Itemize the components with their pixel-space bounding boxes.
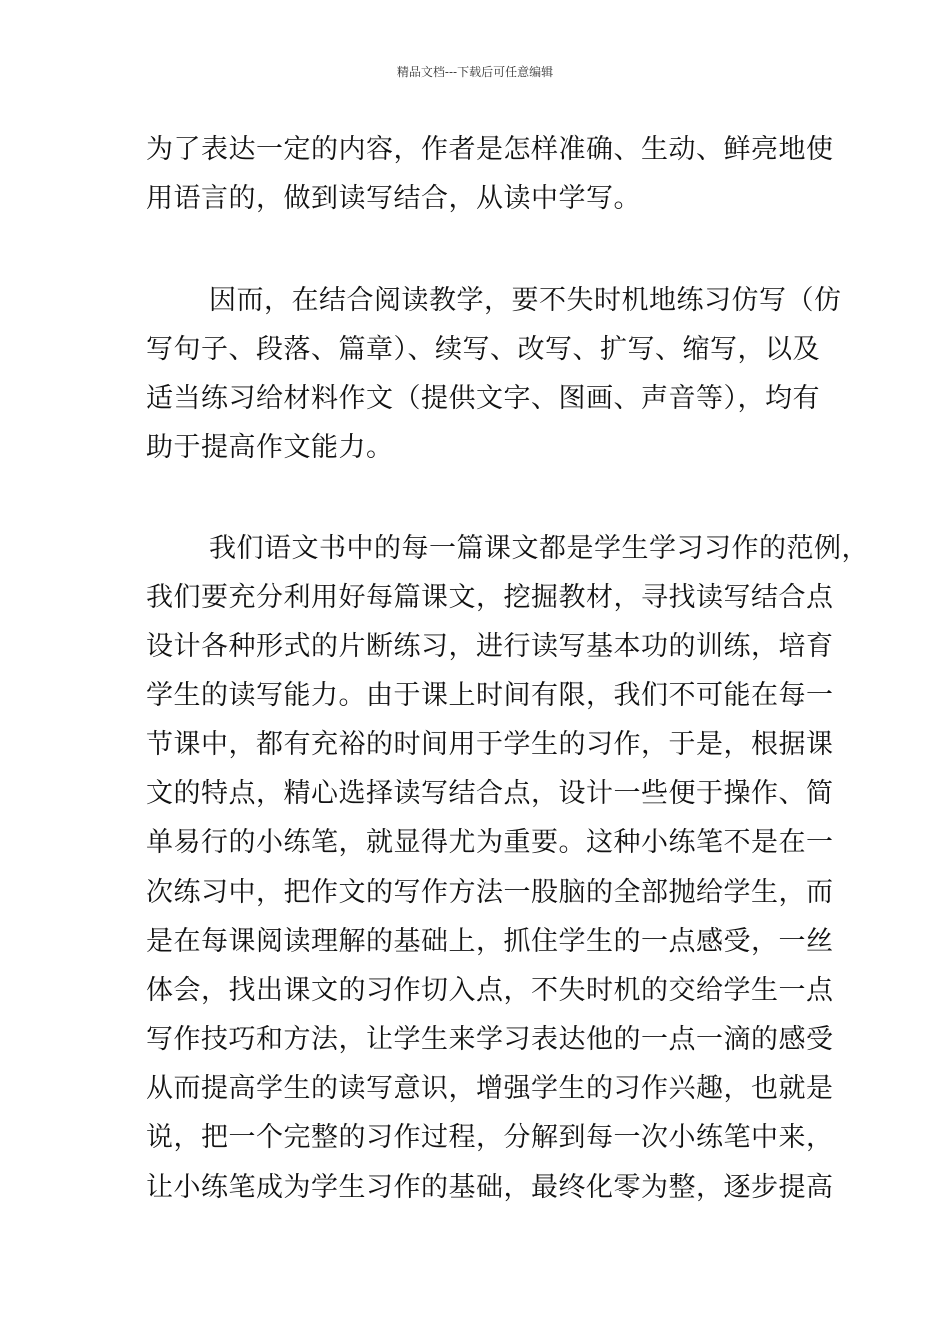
paragraph-3-line-5: 节课中，都有充裕的时间用于学生的习作，于是，根据课 [146,729,834,760]
paragraph-3-line-10: 体会，找出课文的习作切入点，不失时机的交给学生一点 [146,975,834,1006]
paragraph-2-line-1: 因而，在结合阅读教学，要不失时机地练习仿写（仿 [209,285,842,316]
paragraph-3-line-14: 让小练笔成为学生习作的基础，最终化零为整，逐步提高 [146,1172,834,1203]
paragraph-3-line-2: 我们要充分利用好每篇课文，挖掘教材，寻找读写结合点 [146,582,834,613]
paragraph-3-line-11: 写作技巧和方法，让学生来学习表达他的一点一滴的感受 [146,1024,834,1055]
paragraph-3-line-9: 是在每课阅读理解的基础上，抓住学生的一点感受，一丝 [146,926,834,957]
paragraph-2-line-4: 助于提高作文能力。 [146,432,394,463]
paragraph-2-line-2: 写句子、段落、篇章）、续写、改写、扩写、缩写，以及 [146,334,820,365]
paragraph-3-line-7: 单易行的小练笔，就显得尤为重要。这种小练笔不是在一 [146,827,834,858]
paragraph-2-line-3: 适当练习给材料作文（提供文字、图画、声音等），均有 [146,383,820,414]
paragraph-3-line-4: 学生的读写能力。由于课上时间有限，我们不可能在每一 [146,680,834,711]
paragraph-3-line-13: 说，把一个完整的习作过程，分解到每一次小练笔中来， [146,1122,834,1153]
paragraph-1-line-1: 为了表达一定的内容，作者是怎样准确、生动、鲜亮地使 [146,134,834,165]
paragraph-1-line-2: 用语言的，做到读写结合，从读中学写。 [146,183,641,214]
paragraph-3-line-1: 我们语文书中的每一篇课文都是学生学习习作的范例， [209,533,869,564]
paragraph-3-line-6: 文的特点，精心选择读写结合点，设计一些便于操作、简 [146,778,834,809]
page-header: 精品文档---下载后可任意编辑 [396,65,554,79]
paragraph-3-line-8: 次练习中，把作文的写作方法一股脑的全部抛给学生，而 [146,877,834,908]
paragraph-3-line-12: 从而提高学生的读写意识，增强学生的习作兴趣，也就是 [146,1073,834,1104]
paragraph-3-line-3: 设计各种形式的片断练习，进行读写基本功的训练，培育 [146,631,834,662]
